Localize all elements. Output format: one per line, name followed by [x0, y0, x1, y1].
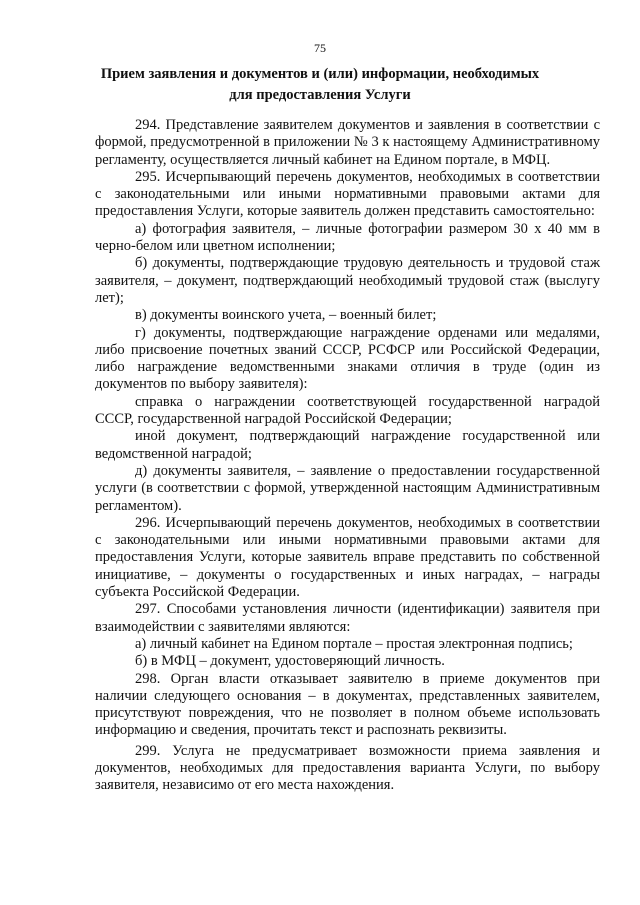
- list-item-b-work-documents: б) документы, подтверждающие трудовую деятельность и трудовой стаж заявителя, – документ, подтверждающий необходимый трудовой стаж (выслугу лет);: [95, 255, 600, 306]
- paragraph-296: 296. Исчерпывающий перечень документов, необходимых в соответствии с законодательными или иными нормативными правовыми актами для предоставления Услуги, которые заявитель вправе представить по собственной инициативе, – документы о государственных и иных наградах, – награды субъекта Российской Федерации.: [95, 514, 600, 601]
- section-title: Прием заявления и документов и (или) информации, необходимых для предоставления Услуги: [100, 66, 540, 103]
- list-item-award-certificate: справка о награждении соответствующей государственной наградой СССР, государственной наградой Российской Федерации;: [95, 393, 600, 428]
- paragraph-298: 298. Орган власти отказывает заявителю в приеме документов при наличии следующего основания – в документах, представленных заявителем, присутствуют повреждения, что не позволяет в полном объеме использовать информацию и сведения, прочитать текст и распознать реквизиты.: [95, 670, 600, 739]
- paragraph-299: 299. Услуга не предусматривает возможности приема заявления и документов, необходимых для предоставления варианта Услуги, по выбору заявителя, независимо от его места нахождения.: [95, 742, 600, 794]
- paragraph-295: 295. Исчерпывающий перечень документов, необходимых в соответствии с законодательными или иными нормативными правовыми актами для предоставления Услуги, которые заявитель должен представить самостоятельно:: [95, 168, 600, 220]
- list-item-b-mfc: б) в МФЦ – документ, удостоверяющий личность.: [135, 653, 445, 670]
- document-body: [95, 117, 600, 795]
- list-item-a-photo: а) фотография заявителя, – личные фотографии размером 30 х 40 мм в черно-белом или цветном исполнении;: [95, 220, 600, 255]
- list-item-d-applicant-documents: д) документы заявителя, – заявление о предоставлении государственной услуги (в соответствии с формой, утвержденной настоящим Административным регламентом).: [95, 462, 600, 514]
- page-number: 75: [314, 41, 326, 55]
- list-item-g-award-documents: г) документы, подтверждающие награждение орденами или медалями, либо присвоение почетных званий СССР, РСФСР или Российской Федерации, либо награждение ведомственными знаками отличия в труде (один из документов по выбору заявителя):: [95, 324, 600, 393]
- paragraph-294: 294. Представление заявителем документов и заявления в соответствии с формой, предусмотренной в приложении № 3 к настоящему Административному регламенту, осуществляется личный кабинет на Едином портале, в МФЦ.: [95, 117, 600, 168]
- list-item-a-personal-account: а) личный кабинет на Едином портале – простая электронная подпись;: [135, 635, 573, 652]
- list-item-v-military-documents: в) документы воинского учета, – военный билет;: [135, 307, 437, 324]
- paragraph-297: 297. Способами установления личности (идентификации) заявителя при взаимодействии с заявителями являются:: [95, 601, 600, 635]
- list-item-other-award-document: иной документ, подтверждающий награждение государственной или ведомственной наградой;: [95, 428, 600, 462]
